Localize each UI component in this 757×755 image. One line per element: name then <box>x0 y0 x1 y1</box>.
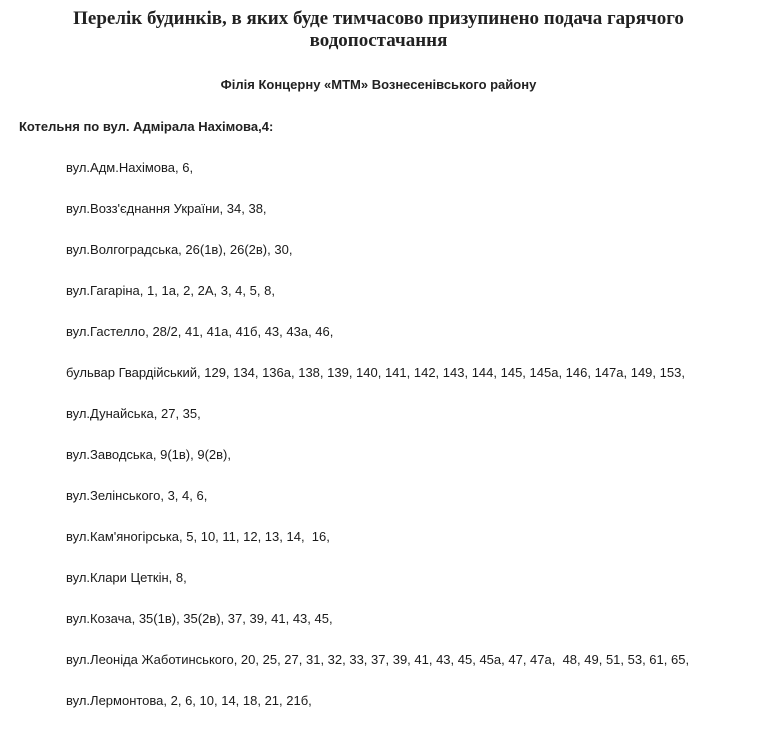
address-item: вул.Адм.Нахімова, 6, <box>66 160 194 175</box>
address-item: вул.Волгоградська, 26(1в), 26(2в), 30, <box>66 242 293 257</box>
address-item: вул.Заводська, 9(1в), 9(2в), <box>66 447 231 462</box>
address-item: вул.Гастелло, 28/2, 41, 41а, 41б, 43, 43а, 46, <box>66 324 334 339</box>
address-list <box>66 159 740 733</box>
address-item: вул.Лермонтова, 2, 6, 10, 14, 18, 21, 21б, <box>66 693 312 708</box>
page-title: Перелік будинків, в яких буде тимчасово призупинено подача гарячого водопостачання <box>73 8 684 51</box>
page-subtitle: Філія Концерну «МТМ» Вознесенівського району <box>220 77 537 92</box>
address-item: вул.Дунайська, 27, 35, <box>66 406 201 421</box>
address-item: вул.Козача, 35(1в), 35(2в), 37, 39, 41, 43, 45, <box>66 611 333 626</box>
address-item: бульвар Гвардійський, 129, 134, 136а, 138, 139, 140, 141, 142, 143, 144, 145, 145а, 146, 147а, 149, 153, <box>66 365 685 380</box>
address-item: вул.Клари Цеткін, 8, <box>66 570 187 585</box>
section-heading: Котельня по вул. Адмірала Нахімова,4: <box>19 119 274 134</box>
address-item: вул.Леоніда Жаботинського, 20, 25, 27, 31, 32, 33, 37, 39, 41, 43, 45, 45а, 47, 47а, 48, 49, 51, 53, 61, 65, <box>66 652 690 667</box>
address-item: вул.Кам'яногірська, 5, 10, 11, 12, 13, 14, 16, <box>66 529 330 544</box>
address-item: вул.Гагаріна, 1, 1а, 2, 2А, 3, 4, 5, 8, <box>66 283 275 298</box>
address-item: вул.Возз'єднання України, 34, 38, <box>66 201 267 216</box>
address-item: вул.Зелінського, 3, 4, 6, <box>66 488 208 503</box>
